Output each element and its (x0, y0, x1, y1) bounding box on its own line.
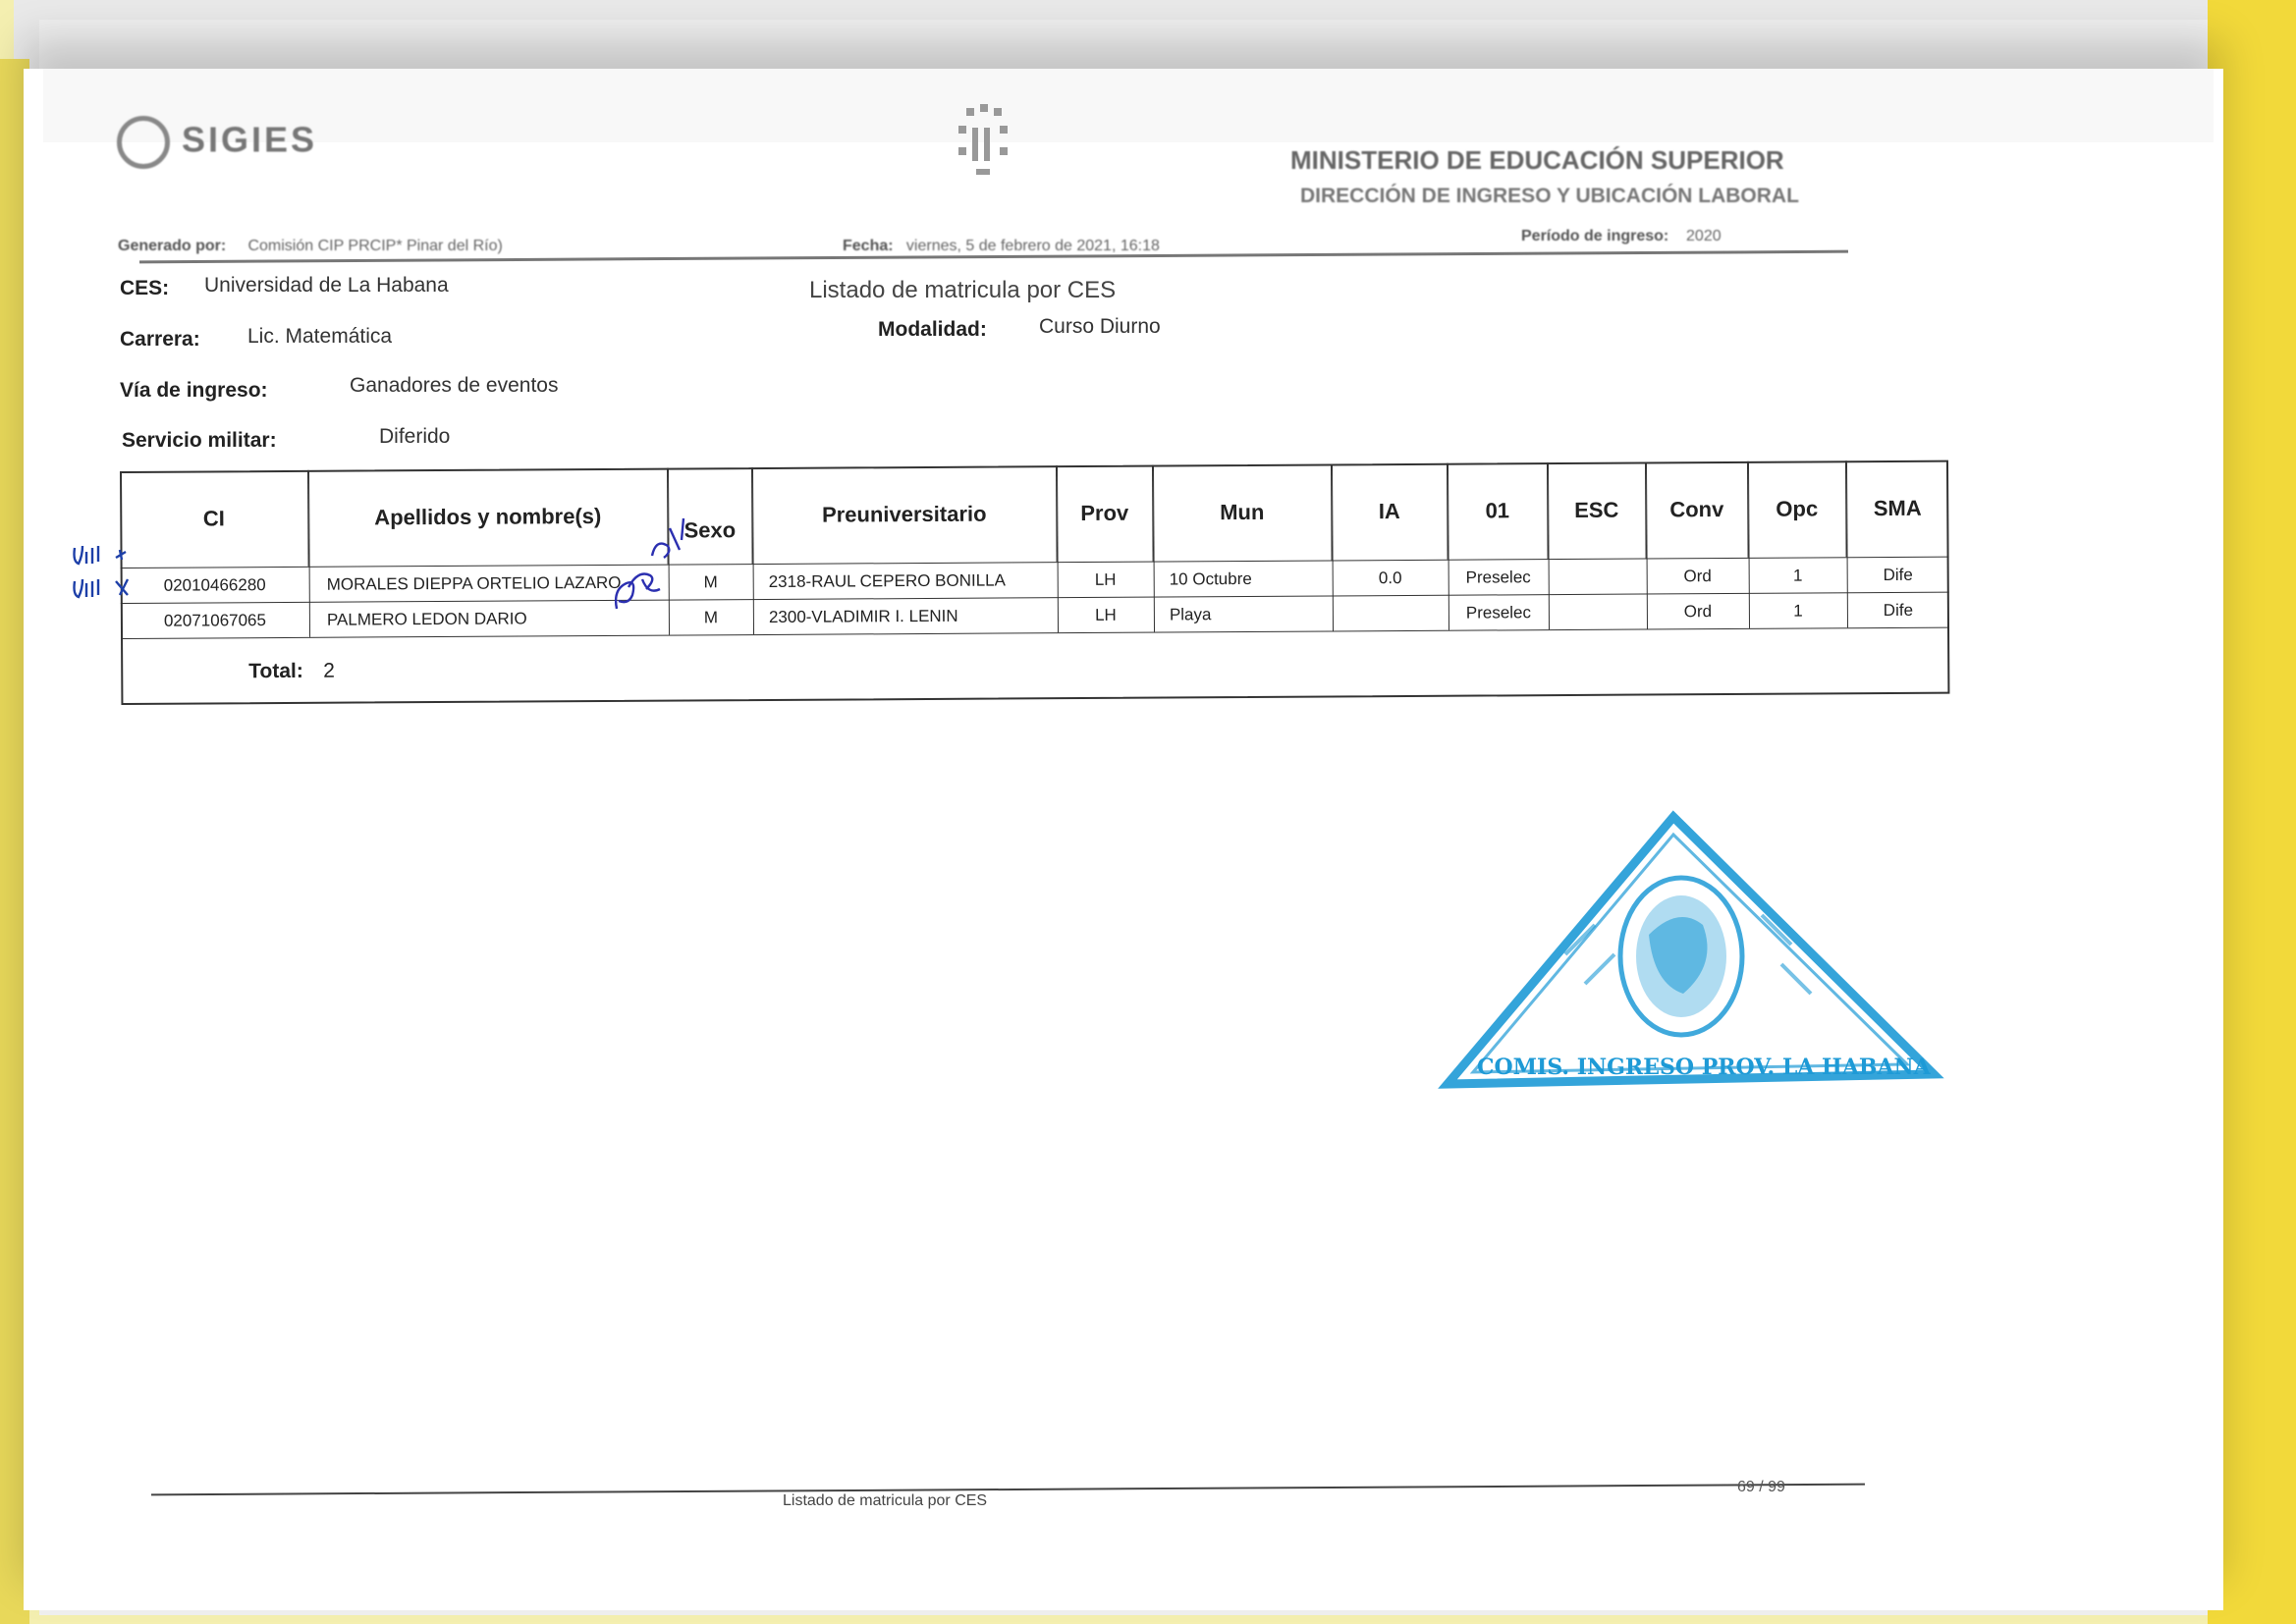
cell-01: Preselec (1465, 603, 1532, 623)
emblem-icon (937, 98, 1025, 187)
logo-circle-icon (117, 116, 170, 169)
via-value: Ganadores de eventos (350, 374, 559, 397)
th-esc: ESC (1548, 462, 1647, 560)
th-conv: Conv (1646, 461, 1749, 559)
direccion-title: DIRECCIÓN DE INGRESO Y UBICACIÓN LABORAL (1300, 185, 1799, 207)
cell-opc: 1 (1793, 601, 1803, 621)
cell-01: Preselec (1465, 568, 1531, 587)
fecha-value: viernes, 5 de febrero de 2021, 16:18 (905, 238, 1160, 254)
th-nombre: Apellidos y nombre(s) (308, 468, 669, 567)
carrera-label: Carrera: (120, 328, 200, 351)
cell-sma: Dife (1883, 600, 1914, 621)
footer-rule (151, 1484, 1865, 1496)
page-number: 69 / 99 (1737, 1479, 1785, 1495)
via-label: Vía de ingreso: (120, 379, 268, 402)
cell-mun: Playa (1169, 605, 1212, 624)
th-opc: Opc (1748, 460, 1847, 558)
periodo-value: 2020 (1686, 228, 1722, 244)
total-label: Total: (248, 659, 303, 683)
ces-label: CES: (120, 277, 170, 299)
modalidad-value: Curso Diurno (1039, 315, 1161, 338)
ministry-title: MINISTERIO DE EDUCACIÓN SUPERIOR (1290, 145, 1784, 175)
th-01: 01 (1448, 462, 1549, 560)
fecha (843, 238, 1160, 255)
handwritten-tally-marks (69, 538, 147, 607)
periodo-ingreso (1521, 228, 1722, 245)
stamp-text: COMIS. INGRESO PROV. LA HABANA (1477, 1055, 1931, 1080)
generado-label: Generado por: (118, 238, 227, 254)
th-preu: Preuniversitario (752, 465, 1058, 564)
generado-por (118, 238, 503, 255)
periodo-label: Período de ingreso: (1521, 228, 1669, 244)
official-stamp (1438, 807, 1948, 1102)
matricula-table (120, 460, 1949, 705)
th-prov: Prov (1057, 465, 1154, 563)
cell-preu: 2318-RAUL CEPERO BONILLA (768, 570, 1007, 591)
th-mun: Mun (1153, 463, 1333, 561)
cell-prov: LH (1094, 569, 1117, 589)
cell-sexo: M (703, 572, 718, 592)
cell-ia: 0.0 (1378, 568, 1402, 588)
carrera-value: Lic. Matemática (247, 325, 393, 348)
cell-preu: 2300-VLADIMIR I. LENIN (768, 606, 958, 626)
document-sheet (24, 69, 2223, 1610)
th-sma: SMA (1873, 495, 1922, 521)
cell-ci: 02010466280 (163, 575, 266, 595)
cell-nombre: PALMERO LEDON DARIO (326, 609, 527, 629)
cell-ci: 02071067065 (163, 611, 267, 630)
cell-mun: 10 Octubre (1169, 568, 1252, 589)
handwritten-signature (574, 511, 701, 619)
cell-sexo: M (703, 608, 719, 627)
cell-prov: LH (1094, 605, 1117, 624)
servicio-label: Servicio militar: (122, 429, 277, 452)
fecha-label: Fecha: (843, 238, 894, 254)
th-ia: IA (1332, 463, 1449, 561)
generado-value: Comisión CIP PRCIP* Pinar del Río) (247, 238, 503, 254)
sigies-logo (117, 116, 317, 169)
servicio-value: Diferido (379, 425, 451, 448)
logo-text: SIGIES (182, 119, 318, 160)
cell-nombre: MORALES DIEPPA ORTELIO LAZARO (326, 572, 622, 594)
cell-sma: Dife (1883, 565, 1913, 585)
folded-top-strip (43, 69, 2214, 142)
th-sexo: Sexo (668, 467, 753, 565)
total-value: 2 (323, 659, 336, 682)
document-title: Listado de matricula por CES (809, 277, 1117, 303)
ces-value: Universidad de La Habana (204, 274, 449, 297)
footer-text: Listado de matricula por CES (783, 1492, 988, 1509)
th-ci: CI (120, 470, 309, 568)
modalidad-label: Modalidad: (878, 318, 987, 341)
cell-conv: Ord (1683, 602, 1713, 622)
cell-opc: 1 (1792, 566, 1803, 585)
cell-conv: Ord (1683, 567, 1712, 586)
